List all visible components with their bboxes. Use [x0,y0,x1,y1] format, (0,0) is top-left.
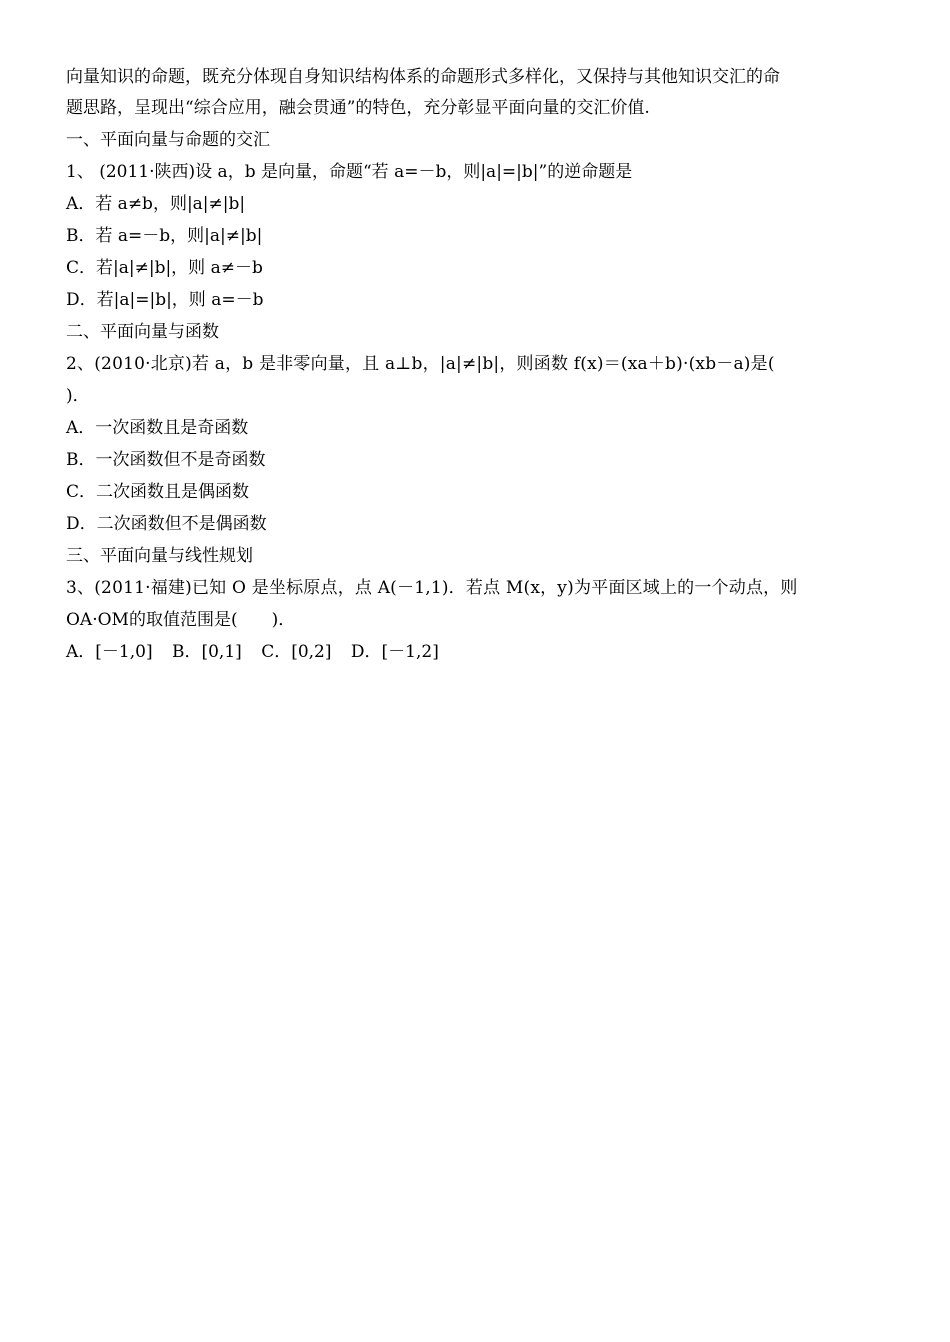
q3-options-row [66,636,886,668]
q2-option-a: A．一次函数且是奇函数 [66,418,249,438]
q1-option-a: A．若 a≠b，则|a|≠|b| [66,194,246,214]
question-2-line-1: 2、(2010·北京)若 a，b 是非零向量，且 a⊥b，|a|≠|b|，则函数 f(x)＝(xa＋b)·(xb－a)是( [66,354,775,374]
section-heading-1: 一、平面向量与命题的交汇 [66,130,270,150]
q3-option-b: B．[0,1] [171,642,242,662]
question-1: 1、 (2011·陕西)设 a，b 是向量，命题“若 a=－b，则|a|=|b|”的逆命题是 [66,162,633,182]
q3-option-c: C．[0,2] [261,642,332,662]
q2-option-b: B．一次函数但不是奇函数 [66,450,266,470]
section-heading-3: 三、平面向量与线性规划 [66,546,253,566]
question-3-line-1: 3、(2011·福建)已知 O 是坐标原点，点 A(－1,1)．若点 M(x，y)为平面区域上的一个动点，则 [66,578,798,598]
intro-line-2: 题思路，呈现出“综合应用，融会贯通”的特色，充分彰显平面向量的交汇价值. [66,98,650,118]
q1-option-d: D．若|a|=|b|，则 a=－b [66,290,264,310]
q2-option-c: C．二次函数且是偶函数 [66,482,250,502]
question-2-line-2: )． [66,386,90,406]
q3-option-a: A．[－1,0] [66,642,153,662]
intro-line-1: 向量知识的命题，既充分体现自身知识结构体系的命题形式多样化，又保持与其他知识交汇的命 [66,67,780,87]
q2-option-d: D．二次函数但不是偶函数 [66,514,267,534]
q1-option-b: B．若 a=－b，则|a|≠|b| [66,226,263,246]
document-page [66,62,886,668]
q3-option-d: D．[－1,2] [350,642,439,662]
q1-option-c: C．若|a|≠|b|，则 a≠－b [66,258,263,278]
section-heading-2: 二、平面向量与函数 [66,322,219,342]
question-3-line-2: OA·OM的取值范围是( )． [66,610,296,630]
